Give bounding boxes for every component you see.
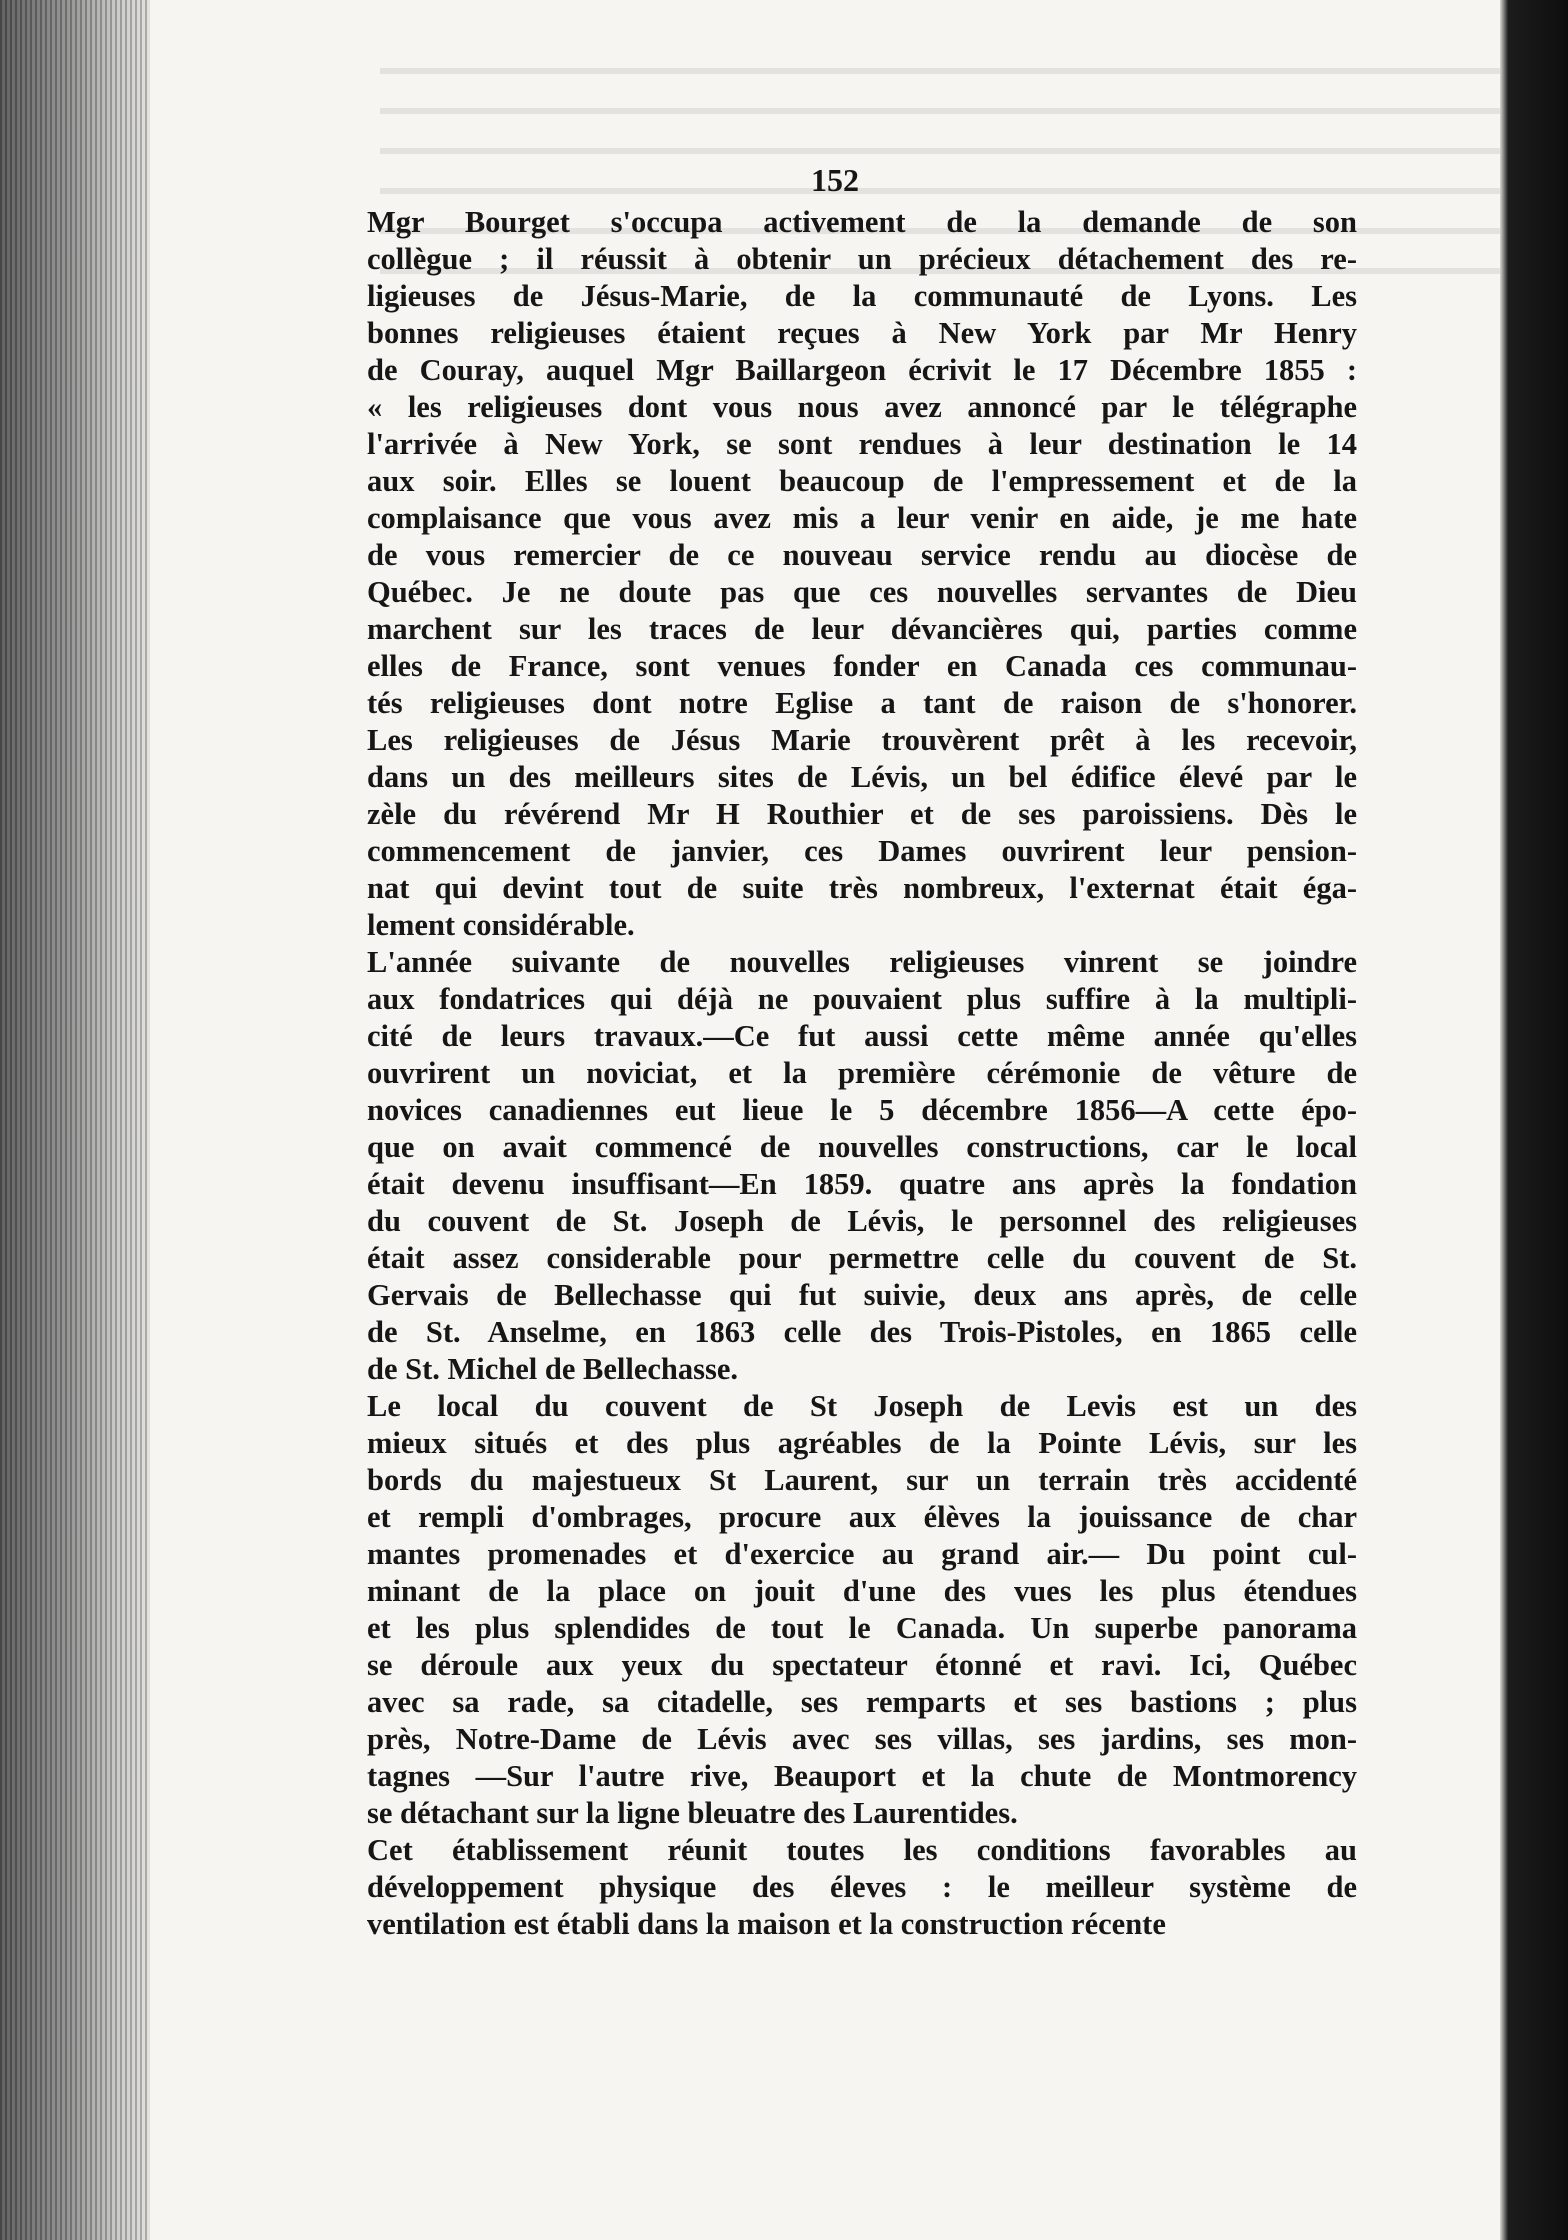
- paragraph: [313, 204, 1357, 944]
- book-binding-edge: [0, 0, 150, 2240]
- text-line: aux soir. Elles se louent beaucoup de l'empressement et de la: [367, 464, 1357, 498]
- text-line: mantes promenades et d'exercice au grand air.— Du point cul-: [367, 1537, 1357, 1571]
- text-line: de St. Anselme, en 1863 celle des Trois-Pistoles, en 1865 celle: [367, 1315, 1357, 1349]
- text-line: avec sa rade, sa citadelle, ses remparts et ses bastions ; plus: [367, 1685, 1357, 1719]
- body-text: [313, 204, 1357, 1943]
- text-line: Cet établissement réunit toutes les conditions favorables au: [367, 1833, 1357, 1867]
- page-number: 152: [811, 162, 859, 198]
- paragraph: [313, 1832, 1357, 1943]
- text-line: cité de leurs travaux.—Ce fut aussi cette même année qu'elles: [367, 1019, 1357, 1053]
- text-line: se déroule aux yeux du spectateur étonné et ravi. Ici, Québec: [367, 1648, 1357, 1682]
- text-line: lement considérable.: [367, 908, 635, 942]
- text-line: marchent sur les traces de leur dévancières qui, parties comme: [367, 612, 1357, 646]
- text-line: dans un des meilleurs sites de Lévis, un bel édifice élevé par le: [367, 760, 1357, 794]
- text-line: nat qui devint tout de suite très nombreux, l'externat était éga-: [367, 871, 1357, 905]
- text-line: développement physique des éleves : le meilleur système de: [367, 1870, 1357, 1904]
- text-line: bonnes religieuses étaient reçues à New York par Mr Henry: [367, 316, 1357, 350]
- text-line: tagnes —Sur l'autre rive, Beauport et la chute de Montmorency: [367, 1759, 1357, 1793]
- text-line: près, Notre-Dame de Lévis avec ses villas, ses jardins, ses mon-: [367, 1722, 1357, 1756]
- facing-page-edge: [1500, 0, 1568, 2240]
- text-line: minant de la place on jouit d'une des vues les plus étendues: [367, 1574, 1357, 1608]
- text-line: Les religieuses de Jésus Marie trouvèrent prêt à les recevoir,: [367, 723, 1357, 757]
- text-line: aux fondatrices qui déjà ne pouvaient plus suffire à la multipli-: [367, 982, 1357, 1016]
- text-line: ventilation est établi dans la maison et la construction récente: [367, 1907, 1166, 1941]
- text-line: de vous remercier de ce nouveau service rendu au diocèse de: [367, 538, 1357, 572]
- text-line: Gervais de Bellechasse qui fut suivie, deux ans après, de celle: [367, 1278, 1357, 1312]
- paragraph: [313, 1388, 1357, 1832]
- text-line: elles de France, sont venues fonder en Canada ces communau-: [367, 649, 1357, 683]
- text-line: « les religieuses dont vous nous avez annoncé par le télégraphe: [367, 390, 1357, 424]
- page-content: [313, 160, 1357, 1943]
- text-line: mieux situés et des plus agréables de la Pointe Lévis, sur les: [367, 1426, 1357, 1460]
- text-line: l'arrivée à New York, se sont rendues à leur destination le 14: [367, 427, 1357, 461]
- text-line: que on avait commencé de nouvelles constructions, car le local: [367, 1130, 1357, 1164]
- text-line: se détachant sur la ligne bleuatre des Laurentides.: [367, 1796, 1018, 1830]
- text-line: Le local du couvent de St Joseph de Levis est un des: [367, 1389, 1357, 1423]
- text-line: Mgr Bourget s'occupa activement de la demande de son: [367, 205, 1357, 239]
- text-line: tés religieuses dont notre Eglise a tant de raison de s'honorer.: [367, 686, 1357, 720]
- text-line: zèle du révérend Mr H Routhier et de ses paroissiens. Dès le: [367, 797, 1357, 831]
- text-line: était assez considerable pour permettre celle du couvent de St.: [367, 1241, 1357, 1275]
- text-line: et les plus splendides de tout le Canada. Un superbe panorama: [367, 1611, 1357, 1645]
- text-line: complaisance que vous avez mis a leur venir en aide, je me hate: [367, 501, 1357, 535]
- text-line: de Couray, auquel Mgr Baillargeon écrivit le 17 Décembre 1855 :: [367, 353, 1357, 387]
- paragraph: [313, 944, 1357, 1388]
- text-line: ouvrirent un noviciat, et la première cérémonie de vêture de: [367, 1056, 1357, 1090]
- text-line: collègue ; il réussit à obtenir un précieux détachement des re-: [367, 242, 1357, 276]
- text-line: bords du majestueux St Laurent, sur un terrain très accidenté: [367, 1463, 1357, 1497]
- text-line: L'année suivante de nouvelles religieuses vinrent se joindre: [367, 945, 1357, 979]
- text-line: novices canadiennes eut lieue le 5 décembre 1856—A cette épo-: [367, 1093, 1357, 1127]
- text-line: était devenu insuffisant—En 1859. quatre ans après la fondation: [367, 1167, 1357, 1201]
- text-line: du couvent de St. Joseph de Lévis, le personnel des religieuses: [367, 1204, 1357, 1238]
- text-line: et rempli d'ombrages, procure aux élèves la jouissance de char: [367, 1500, 1357, 1534]
- text-line: de St. Michel de Bellechasse.: [367, 1352, 739, 1386]
- text-line: ligieuses de Jésus-Marie, de la communauté de Lyons. Les: [367, 279, 1357, 313]
- text-line: commencement de janvier, ces Dames ouvrirent leur pension-: [367, 834, 1357, 868]
- text-line: Québec. Je ne doute pas que ces nouvelles servantes de Dieu: [367, 575, 1357, 609]
